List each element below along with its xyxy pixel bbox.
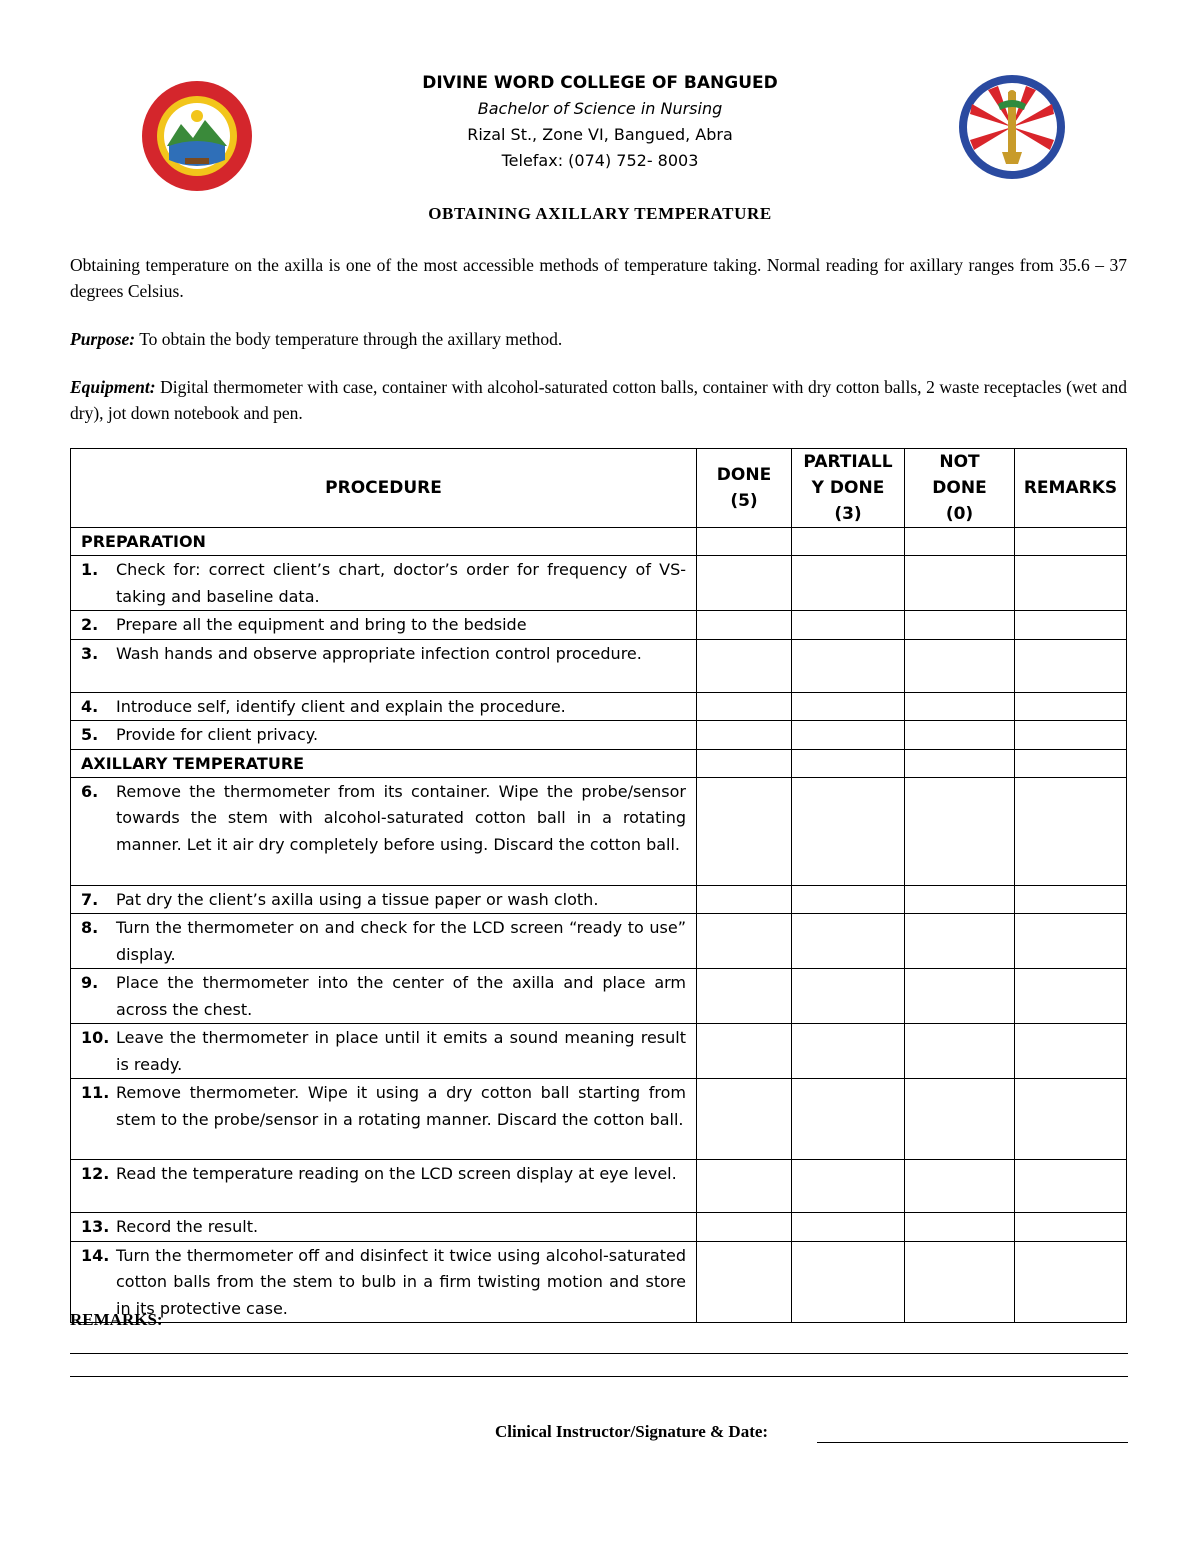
done-cell[interactable] (697, 528, 792, 556)
step-cell (71, 1213, 697, 1242)
step-content (71, 1213, 696, 1241)
step-content (71, 721, 696, 749)
step-number: 12. (81, 1164, 110, 1183)
partially-done-cell[interactable] (792, 721, 905, 750)
remarks-cell[interactable] (1015, 528, 1127, 556)
header-done-points: (5) (730, 491, 758, 511)
step-row (71, 611, 1127, 640)
partially-done-cell[interactable] (792, 1024, 905, 1079)
partially-done-cell[interactable] (792, 914, 905, 969)
step-cell (71, 1079, 697, 1160)
header-not-line2: DONE (932, 478, 987, 498)
remarks-cell[interactable] (1015, 556, 1127, 611)
step-row (71, 969, 1127, 1024)
not-done-cell[interactable] (905, 639, 1015, 692)
header-procedure: PROCEDURE (71, 449, 697, 528)
remarks-cell[interactable] (1015, 749, 1127, 777)
step-number: 4. (81, 696, 99, 716)
step-content (71, 1242, 696, 1323)
intro-paragraph: Obtaining temperature on the axilla is one of the most accessible methods of temperature taking. Normal reading for axillary ranges from 35.6 – 37 degrees Celsius. (70, 255, 1127, 301)
done-cell[interactable] (697, 1241, 792, 1323)
remarks-line-2[interactable] (70, 1376, 1128, 1377)
step-content (71, 693, 696, 721)
purpose-paragraph (70, 326, 1127, 352)
remarks-cell[interactable] (1015, 1241, 1127, 1323)
step-text: Read the temperature reading on the LCD screen display at eye level. (116, 1164, 677, 1183)
not-done-cell[interactable] (905, 692, 1015, 721)
step-text: Turn the thermometer off and disinfect it twice using alcohol-saturated cotton balls from the stem to bulb in a firm twisting motion and store in its protective case. (116, 1245, 686, 1318)
not-done-cell[interactable] (905, 1024, 1015, 1079)
header-not-line1: NOT (939, 452, 980, 472)
remarks-cell[interactable] (1015, 611, 1127, 640)
not-done-cell[interactable] (905, 528, 1015, 556)
done-cell[interactable] (697, 611, 792, 640)
step-text: Provide for client privacy. (116, 725, 319, 744)
step-content (71, 1079, 696, 1133)
remarks-cell[interactable] (1015, 969, 1127, 1024)
header-partially-line1: PARTIALL (803, 452, 893, 472)
step-cell (71, 1160, 697, 1213)
done-cell[interactable] (697, 1024, 792, 1079)
remarks-label: REMARKS: (70, 1310, 163, 1329)
not-done-cell[interactable] (905, 914, 1015, 969)
header-done (697, 449, 792, 528)
header-remarks: REMARKS (1015, 449, 1127, 528)
partially-done-cell[interactable] (792, 1213, 905, 1242)
step-text: Turn the thermometer on and check for the LCD screen “ready to use” display. (116, 918, 686, 964)
college-seal-logo (141, 80, 253, 192)
section-title: PREPARATION (71, 528, 697, 556)
not-done-cell[interactable] (905, 885, 1015, 914)
step-row (71, 721, 1127, 750)
remarks-line-1[interactable] (70, 1353, 1128, 1354)
step-row (71, 777, 1127, 885)
step-content (71, 640, 696, 668)
step-number: 2. (81, 615, 99, 634)
step-row (71, 692, 1127, 721)
not-done-cell[interactable] (905, 1213, 1015, 1242)
not-done-cell[interactable] (905, 1160, 1015, 1213)
done-cell[interactable] (697, 914, 792, 969)
header-partially-done (792, 449, 905, 528)
not-done-cell[interactable] (905, 777, 1015, 885)
step-cell (71, 1024, 697, 1079)
step-number: 7. (81, 889, 99, 909)
equipment-label: Equipment: (70, 377, 156, 397)
step-number: 3. (81, 643, 99, 663)
section-row (71, 749, 1127, 777)
remarks-cell[interactable] (1015, 1024, 1127, 1079)
college-name: DIVINE WORD COLLEGE OF BANGUED (422, 73, 778, 93)
step-number: 14. (81, 1245, 110, 1265)
remarks-cell[interactable] (1015, 639, 1127, 692)
header-not-points: (0) (945, 504, 974, 524)
step-cell (71, 639, 697, 692)
step-content (71, 969, 696, 1023)
step-cell (71, 777, 697, 885)
step-content (71, 611, 696, 639)
step-text: Prepare all the equipment and bring to the bedside (116, 615, 527, 634)
college-address: Rizal St., Zone VI, Bangued, Abra (467, 125, 733, 144)
step-text: Wash hands and observe appropriate infection control procedure. (116, 643, 642, 663)
step-number: 10. (81, 1028, 110, 1047)
step-content (71, 914, 696, 968)
remarks-cell[interactable] (1015, 692, 1127, 721)
step-content (71, 778, 696, 859)
remarks-cell[interactable] (1015, 777, 1127, 885)
partially-done-cell[interactable] (792, 969, 905, 1024)
college-header (300, 70, 900, 174)
not-done-cell[interactable] (905, 721, 1015, 750)
step-row (71, 1213, 1127, 1242)
step-row (71, 556, 1127, 611)
done-cell[interactable] (697, 1079, 792, 1160)
remarks-cell[interactable] (1015, 1160, 1127, 1213)
step-number: 9. (81, 973, 99, 992)
done-cell[interactable] (697, 1160, 792, 1213)
step-number: 5. (81, 725, 99, 744)
procedure-checklist-table (70, 448, 1127, 1323)
step-text: Introduce self, identify client and explain the procedure. (116, 696, 566, 716)
header-done-label: DONE (716, 465, 772, 485)
done-cell[interactable] (697, 692, 792, 721)
signature-line[interactable] (817, 1442, 1128, 1443)
done-cell[interactable] (697, 1213, 792, 1242)
step-text: Remove thermometer. Wipe it using a dry cotton ball starting from stem to the probe/sensor in a rotating manner. Discard the cotton ball. (116, 1083, 686, 1129)
header-partially-line2: Y DONE (811, 478, 885, 498)
partially-done-cell[interactable] (792, 1241, 905, 1323)
step-text: Record the result. (116, 1217, 259, 1236)
partially-done-cell[interactable] (792, 692, 905, 721)
step-row (71, 1079, 1127, 1160)
remarks-cell[interactable] (1015, 721, 1127, 750)
step-text: Leave the thermometer in place until it emits a sound meaning result is ready. (116, 1028, 686, 1074)
remarks-cell[interactable] (1015, 914, 1127, 969)
step-content (71, 1024, 696, 1078)
step-row (71, 639, 1127, 692)
partially-done-cell[interactable] (792, 749, 905, 777)
step-row (71, 885, 1127, 914)
table-header-row (71, 449, 1127, 528)
step-number: 13. (81, 1217, 110, 1236)
partially-done-cell[interactable] (792, 639, 905, 692)
step-cell (71, 885, 697, 914)
step-row (71, 1241, 1127, 1323)
section-title: AXILLARY TEMPERATURE (71, 749, 697, 777)
remarks-cell[interactable] (1015, 885, 1127, 914)
step-text: Pat dry the client’s axilla using a tissue paper or wash cloth. (116, 889, 599, 909)
header-not-done (905, 449, 1015, 528)
done-cell[interactable] (697, 749, 792, 777)
section-row (71, 528, 1127, 556)
step-cell (71, 969, 697, 1024)
remarks-cell[interactable] (1015, 1213, 1127, 1242)
done-cell[interactable] (697, 556, 792, 611)
purpose-text: To obtain the body temperature through the axillary method. (135, 329, 563, 349)
step-text: Check for: correct client’s chart, doctor’s order for frequency of VS-taking and baseline data. (116, 560, 686, 606)
partially-done-cell[interactable] (792, 777, 905, 885)
step-cell (71, 556, 697, 611)
college-telefax: Telefax: (074) 752- 8003 (501, 151, 699, 170)
step-row (71, 1160, 1127, 1213)
partially-done-cell[interactable] (792, 885, 905, 914)
signature-label: Clinical Instructor/Signature & Date: (495, 1422, 769, 1441)
step-row (71, 914, 1127, 969)
header-partially-points: (3) (834, 504, 862, 524)
program-name: Bachelor of Science in Nursing (477, 99, 723, 118)
done-cell[interactable] (697, 777, 792, 885)
not-done-cell[interactable] (905, 749, 1015, 777)
partially-done-cell[interactable] (792, 556, 905, 611)
purpose-label: Purpose: (70, 329, 136, 349)
partially-done-cell[interactable] (792, 611, 905, 640)
step-content (71, 1160, 696, 1188)
not-done-cell[interactable] (905, 1241, 1015, 1323)
partially-done-cell[interactable] (792, 1160, 905, 1213)
equipment-paragraph (70, 374, 1127, 426)
step-text: Remove the thermometer from its container. Wipe the probe/sensor towards the stem with alcohol-saturated cotton ball in a rotating manner. Let it air dry completely before using. Discard the cotton ball. (116, 781, 686, 854)
step-number: 11. (81, 1083, 110, 1102)
step-content (71, 886, 696, 914)
done-cell[interactable] (697, 639, 792, 692)
not-done-cell[interactable] (905, 611, 1015, 640)
partially-done-cell[interactable] (792, 528, 905, 556)
step-number: 6. (81, 781, 99, 801)
remarks-cell[interactable] (1015, 1079, 1127, 1160)
step-number: 1. (81, 560, 99, 579)
step-cell (71, 692, 697, 721)
not-done-cell[interactable] (905, 556, 1015, 611)
step-text: Place the thermometer into the center of the axilla and place arm across the chest. (116, 973, 686, 1019)
done-cell[interactable] (697, 885, 792, 914)
not-done-cell[interactable] (905, 969, 1015, 1024)
partially-done-cell[interactable] (792, 1079, 905, 1160)
step-number: 8. (81, 918, 99, 937)
page-title: OBTAINING AXILLARY TEMPERATURE (428, 204, 772, 223)
equipment-text: Digital thermometer with case, container with alcohol-saturated cotton balls, container with dry cotton balls, 2 waste receptacles (wet and dry), jot down notebook and pen. (70, 377, 1127, 423)
step-cell (71, 721, 697, 750)
step-cell (71, 611, 697, 640)
step-row (71, 1024, 1127, 1079)
procedure-table-body (71, 528, 1127, 1323)
done-cell[interactable] (697, 969, 792, 1024)
step-cell (71, 1241, 697, 1323)
nursing-seal-logo (958, 74, 1066, 180)
step-cell (71, 914, 697, 969)
step-content (71, 556, 696, 610)
not-done-cell[interactable] (905, 1079, 1015, 1160)
done-cell[interactable] (697, 721, 792, 750)
